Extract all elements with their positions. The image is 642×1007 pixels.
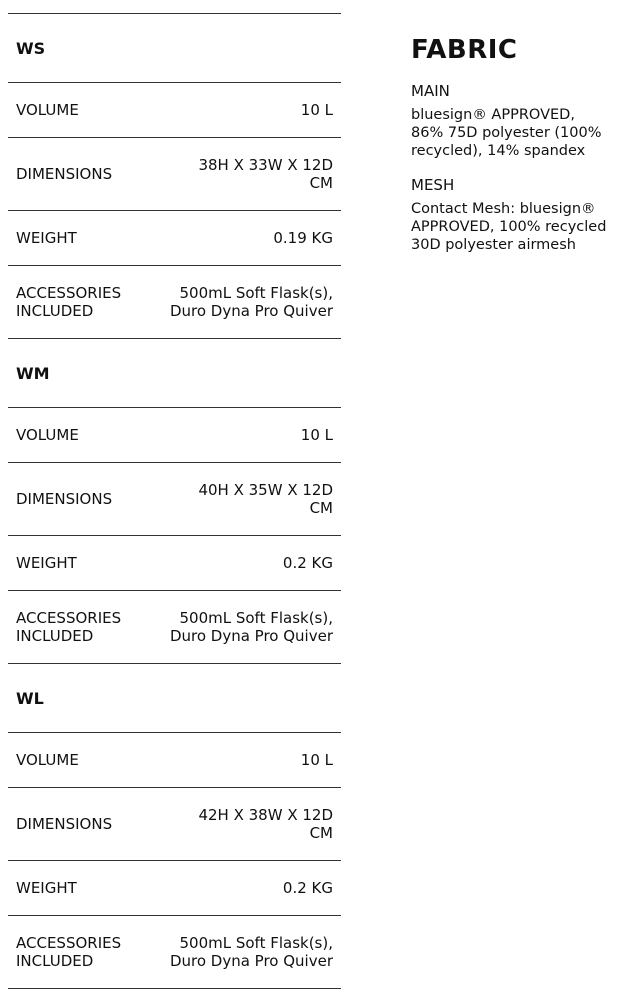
spec-row-dimensions bbox=[8, 463, 341, 536]
spec-row-dimensions bbox=[8, 788, 341, 861]
spec-row-dimensions bbox=[8, 138, 341, 211]
spec-row-accessories bbox=[8, 591, 341, 664]
size-header: WM bbox=[8, 339, 341, 408]
spec-value: 38H X 33W X 12D CM bbox=[198, 156, 333, 192]
fabric-main-text: bluesign® APPROVED, 86% 75D polyester (100% recycled), 14% spandex bbox=[411, 107, 602, 159]
spec-value: 500mL Soft Flask(s), Duro Dyna Pro Quiver bbox=[169, 609, 333, 645]
spec-value: 0.2 KG bbox=[282, 554, 333, 572]
spec-value: 10 L bbox=[300, 426, 333, 444]
spec-label: WEIGHT bbox=[16, 879, 77, 897]
spec-value: 500mL Soft Flask(s), Duro Dyna Pro Quiver bbox=[169, 284, 333, 320]
spec-row-accessories bbox=[8, 266, 341, 339]
spec-label: WEIGHT bbox=[16, 554, 77, 572]
spec-value: 0.2 KG bbox=[282, 879, 333, 897]
spec-label: ACCESSORIES INCLUDED bbox=[16, 284, 122, 320]
spec-row-weight bbox=[8, 861, 341, 916]
spec-row-volume bbox=[8, 733, 341, 788]
spec-label: ACCESSORIES INCLUDED bbox=[16, 609, 122, 645]
spec-row-weight bbox=[8, 211, 341, 266]
spec-row-volume bbox=[8, 408, 341, 463]
fabric-title: FABRIC bbox=[411, 35, 518, 65]
spec-label: VOLUME bbox=[16, 751, 79, 769]
spec-label: VOLUME bbox=[16, 426, 79, 444]
spec-label: ACCESSORIES INCLUDED bbox=[16, 934, 122, 970]
size-block-wl bbox=[8, 664, 341, 989]
spec-value: 0.19 KG bbox=[273, 229, 333, 247]
spec-value: 42H X 38W X 12D CM bbox=[198, 806, 333, 842]
spec-label: DIMENSIONS bbox=[16, 165, 113, 183]
spec-table bbox=[8, 13, 341, 989]
spec-label: DIMENSIONS bbox=[16, 815, 113, 833]
fabric-mesh-title: MESH bbox=[411, 176, 455, 194]
size-header: WL bbox=[8, 664, 341, 733]
spec-row-weight bbox=[8, 536, 341, 591]
spec-label: DIMENSIONS bbox=[16, 490, 113, 508]
size-block-wm bbox=[8, 339, 341, 664]
fabric-panel bbox=[411, 34, 611, 270]
spec-value: 40H X 35W X 12D CM bbox=[198, 481, 333, 517]
spec-value: 10 L bbox=[300, 101, 333, 119]
spec-row-accessories bbox=[8, 916, 341, 989]
fabric-main-title: MAIN bbox=[411, 82, 450, 100]
spec-row-volume bbox=[8, 83, 341, 138]
size-header: WS bbox=[8, 14, 341, 83]
spec-value: 500mL Soft Flask(s), Duro Dyna Pro Quiver bbox=[169, 934, 333, 970]
size-block-ws bbox=[8, 14, 341, 339]
spec-label: WEIGHT bbox=[16, 229, 77, 247]
spec-label: VOLUME bbox=[16, 101, 79, 119]
spec-value: 10 L bbox=[300, 751, 333, 769]
fabric-mesh-text: Contact Mesh: bluesign® APPROVED, 100% recycled 30D polyester airmesh bbox=[411, 201, 607, 253]
